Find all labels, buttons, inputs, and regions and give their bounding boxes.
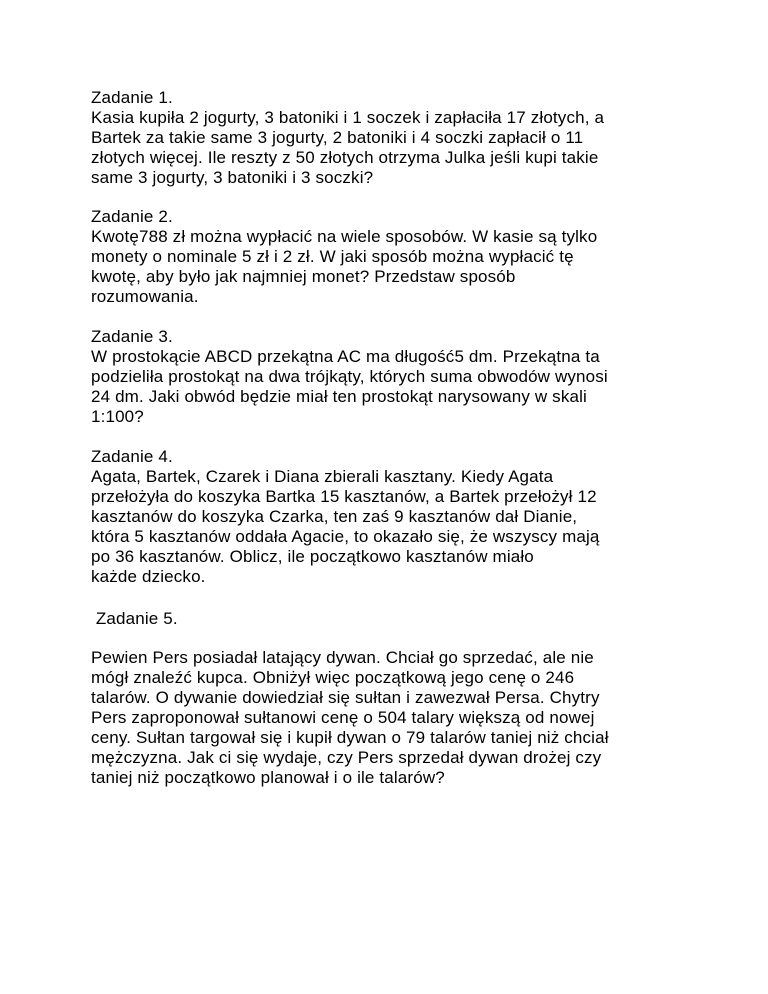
task-5-heading: Zadanie 5. <box>91 609 178 628</box>
task-2-line: kwotę, aby było jak najmniej monet? Przedstaw sposób <box>91 267 516 286</box>
task-2-heading: Zadanie 2. <box>91 207 173 226</box>
task-1-line: Bartek za takie same 3 jogurty, 2 batoniki i 4 soczki zapłacił o 11 <box>91 128 584 147</box>
task-5-line: mógł znaleźć kupca. Obniżył więc początkową jego cenę o 246 <box>91 668 575 687</box>
task-4-line: która 5 kasztanów oddała Agacie, to okazało się, że wszyscy mają <box>91 527 600 546</box>
task-2-line: Kwotę788 zł można wypłacić na wiele sposobów. W kasie są tylko <box>91 227 598 246</box>
task-5-line: ceny. Sułtan targował się i kupił dywan o 79 talarów taniej niż chciał <box>91 728 609 747</box>
task-3-line: podzieliła prostokąt na dwa trójkąty, których suma obwodów wynosi <box>91 367 608 386</box>
task-4-line: przełożyła do koszyka Bartka 15 kasztanów, a Bartek przełożył 12 <box>91 487 597 506</box>
task-5-line: talarów. O dywanie dowiedział się sułtan i zawezwał Persa. Chytry <box>91 688 600 707</box>
task-1-line: same 3 jogurty, 3 batoniki i 3 soczki? <box>91 168 374 187</box>
task-5-line: Pewien Pers posiadał latający dywan. Chciał go sprzedać, ale nie <box>91 648 594 667</box>
task-5-line: taniej niż początkowo planował i o ile talarów? <box>91 768 445 787</box>
task-5-line: Pers zaproponował sułtanowi cenę o 504 talary większą od nowej <box>91 708 595 727</box>
task-5-line: mężczyzna. Jak ci się wydaje, czy Pers sprzedał dywan drożej czy <box>91 748 602 767</box>
task-1-line: Kasia kupiła 2 jogurty, 3 batoniki i 1 soczek i zapłaciła 17 złotych, a <box>91 108 605 127</box>
task-4-line: po 36 kasztanów. Oblicz, ile początkowo kasztanów miało <box>91 547 534 566</box>
task-4-line: każde dziecko. <box>91 567 206 586</box>
task-3-heading: Zadanie 3. <box>91 327 173 346</box>
task-2-line: rozumowania. <box>91 287 199 306</box>
task-4-line: kasztanów do koszyka Czarka, ten zaś 9 kasztanów dał Dianie, <box>91 507 578 526</box>
task-3-line: W prostokącie ABCD przekątna AC ma długość5 dm. Przekątna ta <box>91 347 600 366</box>
task-3-line: 1:100? <box>91 407 144 426</box>
task-2-line: monety o nominale 5 zł i 2 zł. W jaki sposób można wypłacić tę <box>91 247 574 266</box>
task-4-line: Agata, Bartek, Czarek i Diana zbierali kasztany. Kiedy Agata <box>91 467 554 486</box>
task-1-line: złotych więcej. Ile reszty z 50 złotych otrzyma Julka jeśli kupi takie <box>91 148 599 167</box>
task-1-heading: Zadanie 1. <box>91 88 173 107</box>
task-3-line: 24 dm. Jaki obwód będzie miał ten prostokąt narysowany w skali <box>91 387 587 406</box>
task-4-heading: Zadanie 4. <box>91 447 173 466</box>
